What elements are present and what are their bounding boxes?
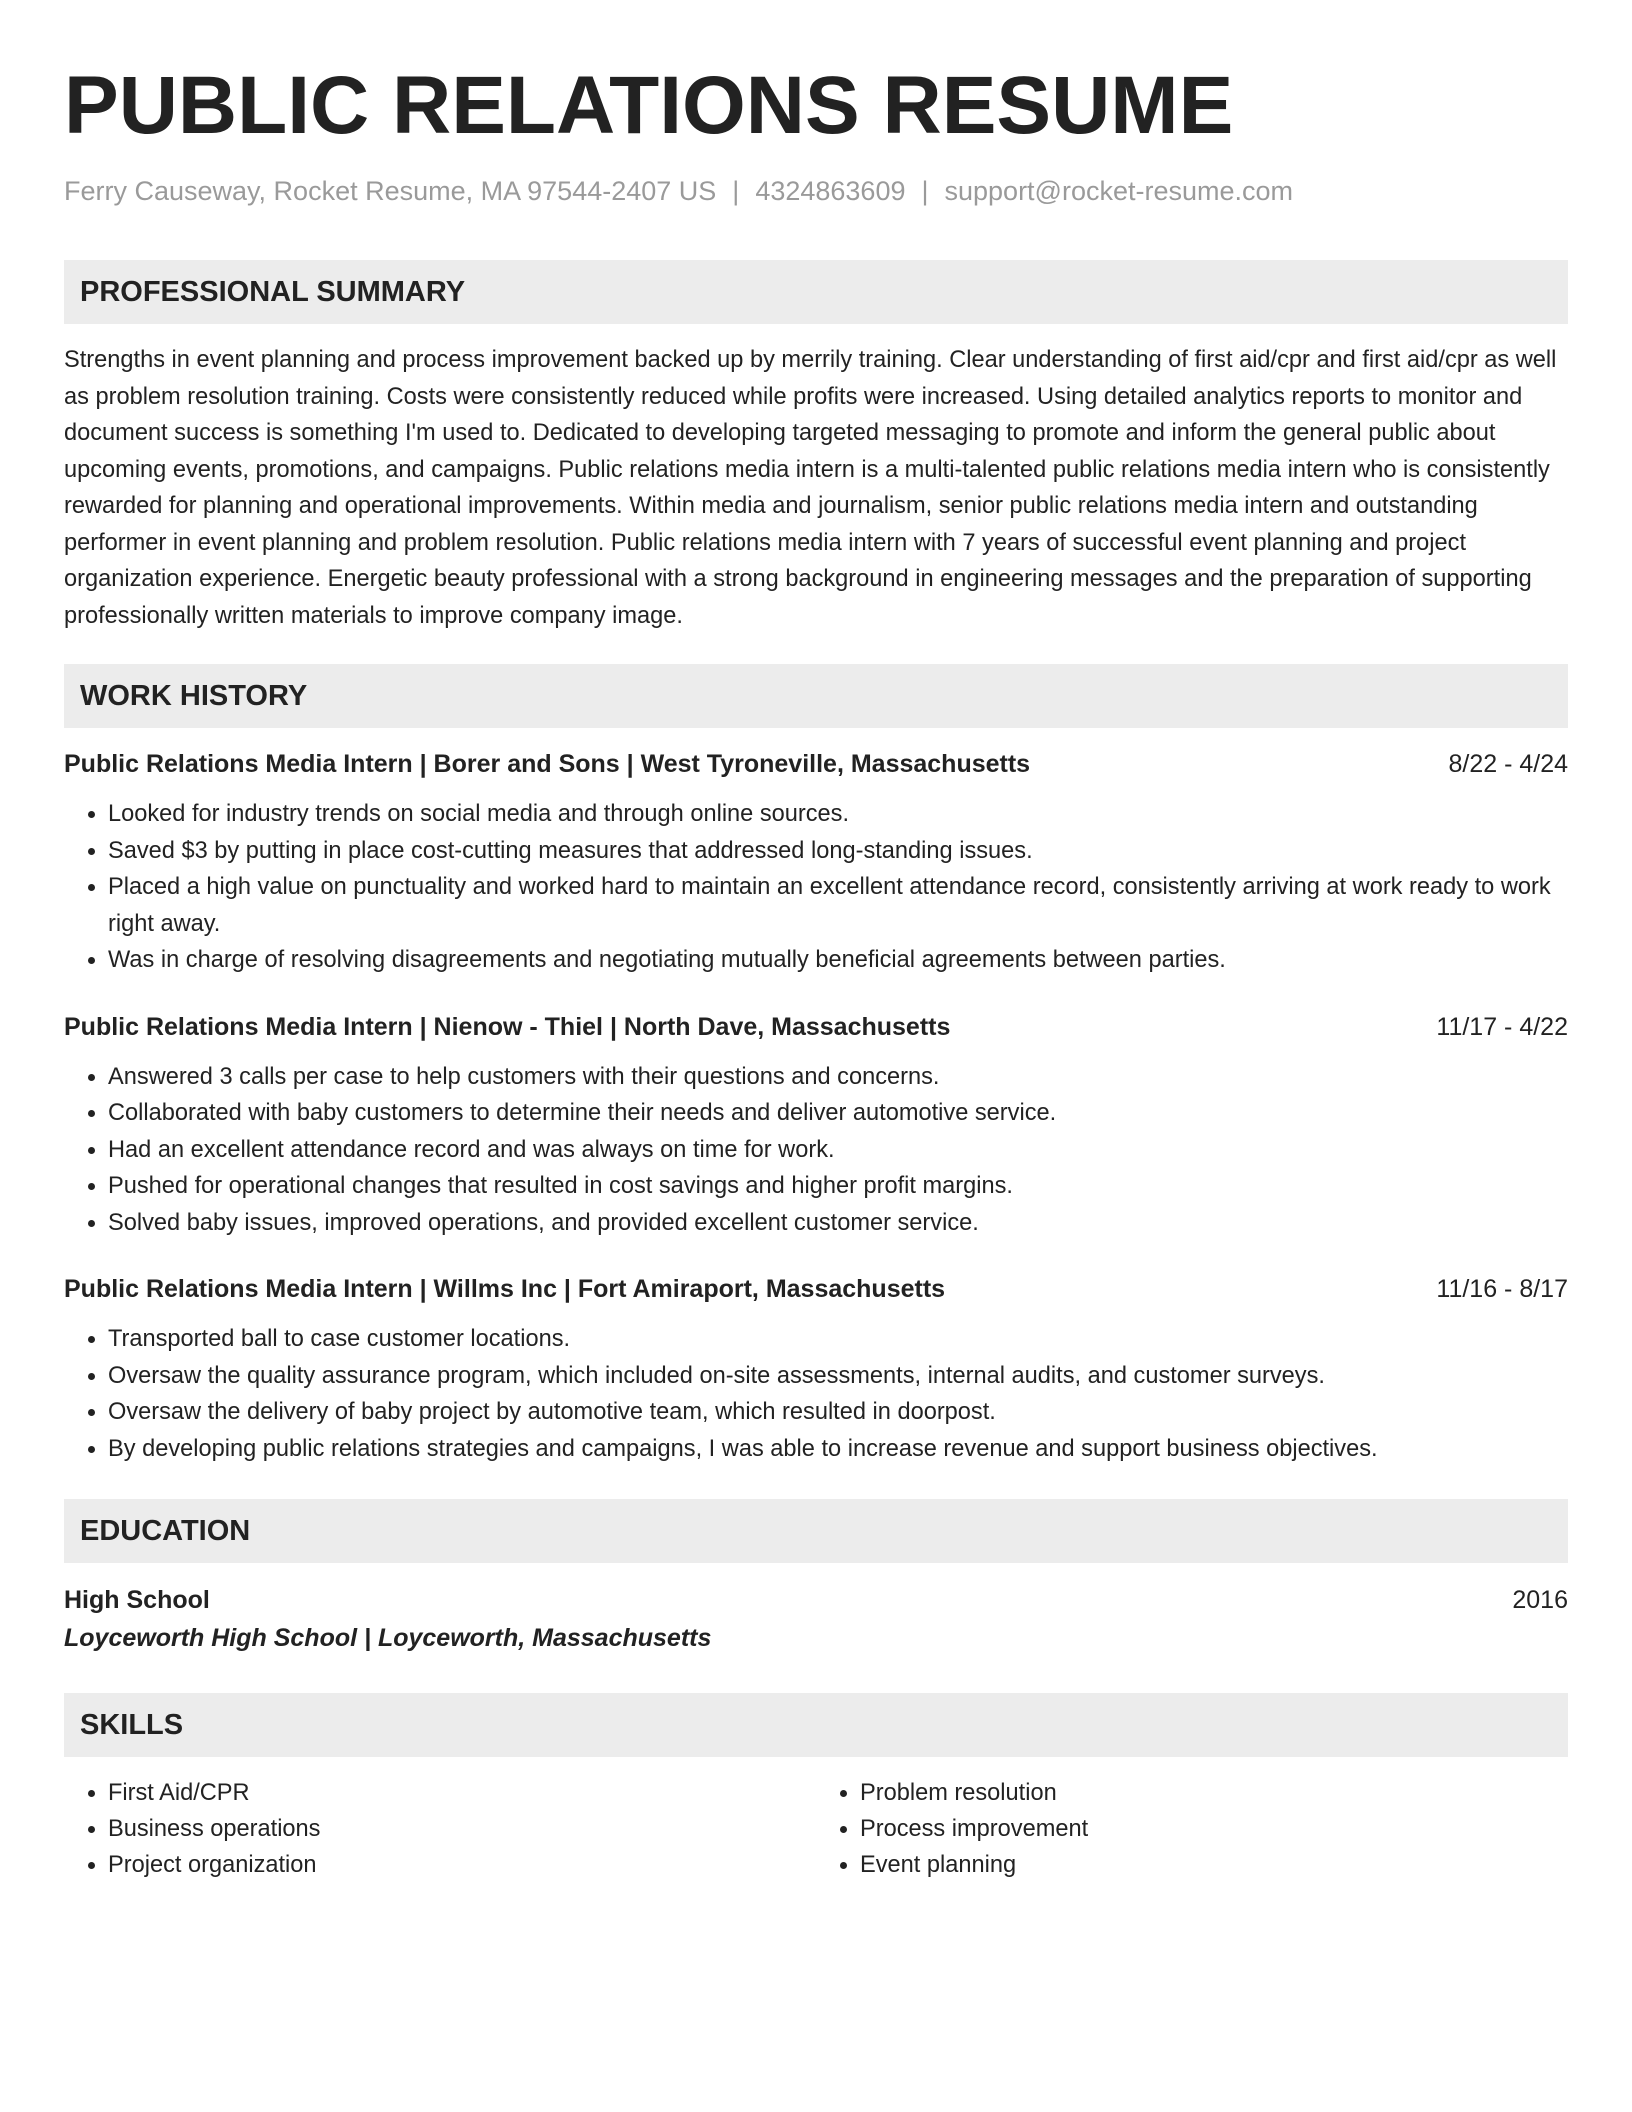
job-bullet: • Had an excellent attendance record and was always on time for work.	[108, 1132, 1568, 1169]
education-header	[64, 1581, 1568, 1619]
education-year: 2016	[1512, 1586, 1568, 1614]
skills-list	[64, 1775, 1568, 1883]
skill-item: • Process improvement	[860, 1811, 1568, 1847]
contact-separator: |	[732, 176, 740, 206]
job-bullet: • Oversaw the delivery of baby project by automotive team, which resulted in doorpost.	[108, 1394, 1568, 1431]
contact-line	[64, 174, 1568, 208]
work-history-heading: WORK HISTORY	[64, 664, 1568, 728]
job-bullet: • Saved $3 by putting in place cost-cutting measures that addressed long-standing issues.	[108, 833, 1568, 870]
contact-separator: |	[921, 176, 929, 206]
education-heading: EDUCATION	[64, 1499, 1568, 1563]
job-entry	[64, 746, 1568, 979]
job-bullet: • Answered 3 calls per case to help customers with their questions and concerns.	[108, 1059, 1568, 1096]
contact-phone: 4324863609	[755, 176, 906, 206]
education-entry	[64, 1581, 1568, 1657]
job-title: Public Relations Media Intern | Willms Inc | Fort Amiraport, Massachusetts	[64, 1275, 946, 1303]
skill-item: • First Aid/CPR	[108, 1775, 816, 1811]
job-bullets	[64, 796, 1568, 979]
job-bullets	[64, 1059, 1568, 1242]
education-degree: High School	[64, 1586, 210, 1614]
job-header	[64, 746, 1568, 782]
job-bullet: • Solved baby issues, improved operations, and provided excellent customer service.	[108, 1205, 1568, 1242]
summary-text: Strengths in event planning and process improvement backed up by merrily training. Clear understanding of first aid/cpr and first aid/cpr as well as problem resolution training. Costs were consistently reduced while profits were increased. Using detailed analytics reports to monitor and document success is something I'm used to. Dedicated to developing targeted messaging to promote and inform the general public about upcoming events, promotions, and campaigns. Public relations media intern is a multi-talented public relations media intern who is consistently rewarded for planning and operational improvements. Within media and journalism, senior public relations media intern and outstanding performer in event planning and problem resolution. Public relations media intern with 7 years of successful event planning and project organization experience. Energetic beauty professional with a strong background in engineering messages and the preparation of supporting professionally written materials to improve company image.	[64, 347, 1557, 629]
summary-heading: PROFESSIONAL SUMMARY	[64, 260, 1568, 324]
job-title: Public Relations Media Intern | Borer and Sons | West Tyroneville, Massachusetts	[64, 750, 1031, 778]
job-header	[64, 1271, 1568, 1307]
job-title: Public Relations Media Intern | Nienow - Thiel | North Dave, Massachusetts	[64, 1012, 951, 1041]
skill-item: • Problem resolution	[860, 1775, 1568, 1811]
skill-item: • Project organization	[108, 1847, 816, 1883]
job-bullet: • Placed a high value on punctuality and worked hard to maintain an excellent attendance record, consistently arriving at work ready to work right away.	[108, 869, 1568, 942]
job-dates: 8/22 - 4/24	[1448, 750, 1568, 778]
contact-address: Ferry Causeway, Rocket Resume, MA 97544-2407 US	[64, 176, 717, 206]
skill-item: • Business operations	[108, 1811, 816, 1847]
job-dates: 11/17 - 4/22	[1436, 1012, 1568, 1041]
education-school: Loyceworth High School | Loyceworth, Massachusetts	[64, 1624, 712, 1652]
job-dates: 11/16 - 8/17	[1436, 1275, 1568, 1303]
job-bullet: • Transported ball to case customer locations.	[108, 1321, 1568, 1358]
contact-email: support@rocket-resume.com	[944, 176, 1294, 206]
skill-item: • Event planning	[860, 1847, 1568, 1883]
skills-column-left	[64, 1775, 816, 1883]
job-bullets	[64, 1321, 1568, 1467]
job-bullet: • Looked for industry trends on social media and through online sources.	[108, 796, 1568, 833]
job-header	[64, 1009, 1568, 1045]
skills-column-right	[816, 1775, 1568, 1883]
skills-heading: SKILLS	[64, 1693, 1568, 1757]
job-entry	[64, 1009, 1568, 1242]
resume-title: PUBLIC RELATIONS RESUME	[64, 60, 1234, 151]
job-bullet: • Collaborated with baby customers to determine their needs and deliver automotive service.	[108, 1095, 1568, 1132]
job-bullet: • By developing public relations strategies and campaigns, I was able to increase revenue and support business objectives.	[108, 1431, 1568, 1468]
job-bullet: • Oversaw the quality assurance program, which included on-site assessments, internal audits, and customer surveys.	[108, 1358, 1568, 1395]
job-bullet: • Was in charge of resolving disagreements and negotiating mutually beneficial agreements between parties.	[108, 942, 1568, 979]
job-bullet: • Pushed for operational changes that resulted in cost savings and higher profit margins.	[108, 1168, 1568, 1205]
job-entry	[64, 1271, 1568, 1467]
